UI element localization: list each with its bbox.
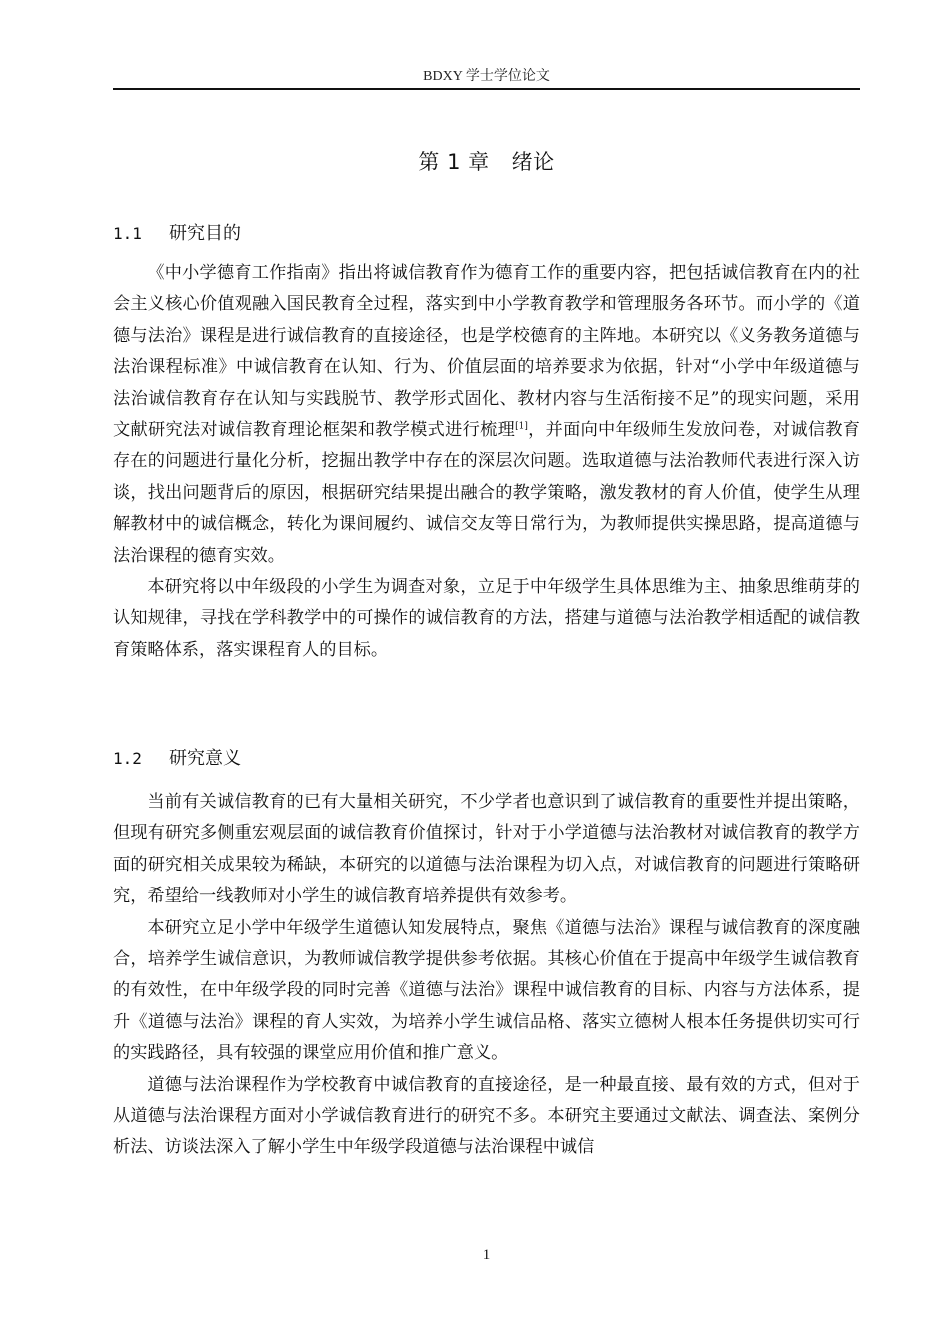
page-number: 1: [482, 1247, 491, 1263]
section-title: 研究意义: [169, 748, 241, 769]
paragraph: 本研究立足小学中年级学生道德认知发展特点，聚焦《道德与法治》课程与诚信教育的深度融合，培养学生诚信意识，为教师诚信教学提供参考依据。其核心价值在于提高中年级学生诚信教育的有效性，在中年级学段的同时完善《道德与法治》课程中诚信教育的目标、内容与方法体系，提升《道德与法治》课程的育人实效，为培养小学生诚信品格、落实立德树人根本任务提供切实可行的实践路径，具有较强的课堂应用价值和推广意义。: [113, 917, 860, 1064]
running-header: BDXY 学士学位论文: [423, 69, 550, 84]
section-body-1-2: [113, 787, 860, 1164]
paragraph: 道德与法治课程作为学校教育中诚信教育的直接途径，是一种最直接、最有效的方式，但对于从道德与法治课程方面对小学诚信教育进行的研究不多。本研究主要通过文献法、调查法、案例分析法、访谈法深入了解小学生中年级学段道德与法治课程中诚信: [113, 1074, 860, 1158]
paragraph-text: 《中小学德育工作指南》指出将诚信教育作为德育工作的重要内容，把包括诚信教育在内的社会主义核心价值观融入国民教育全过程，落实到中小学教育教学和管理服务各环节。而小学的《道德与法治》课程是进行诚信教育的直接途径，也是学校德育的主阵地。本研究以《义务教务道德与法治课程标准》中诚信教育在认知、行为、价值层面的培养要求为依据，针对“小学中年级道德与法治诚信教育存在认知与实践脱节、教学形式固化、教材内容与生活衔接不足”的现实问题，采用文献研究法对诚信教育理论框架和教学模式进行梳理: [113, 263, 860, 441]
chapter-name: 绪论: [511, 150, 555, 174]
section-number: 1.2: [113, 749, 142, 768]
citation-ref: [1]: [515, 421, 528, 432]
section-body-1-1: [113, 258, 860, 666]
paragraph: 本研究将以中年级段的小学生为调查对象，立足于中年级学生具体思维为主、抽象思维萌芽的认知规律，寻找在学科教学中的可操作的诚信教育的方法，搭建与道德与法治教学相适配的诚信教育策略体系，落实课程育人的目标。: [113, 577, 860, 660]
section-heading-1-2: [113, 745, 860, 773]
chapter-number: 第 1 章: [418, 150, 490, 174]
paragraph: [113, 258, 860, 572]
section-number: 1.1: [113, 224, 142, 243]
paragraph: 当前有关诚信教育的已有大量相关研究，不少学者也意识到了诚信教育的重要性并提出策略，但现有研究多侧重宏观层面的诚信教育价值探讨，针对于小学道德与法治教材对诚信教育的教学方面的研究相关成果较为稀缺，本研究的以道德与法治课程为切入点，对诚信教育的问题进行策略研究，希望给一线教师对小学生的诚信教育培养提供有效参考。: [113, 792, 860, 907]
header-rule: [113, 88, 860, 90]
chapter-title: [113, 146, 860, 178]
section-heading-1-1: [113, 220, 860, 248]
paragraph-text: ，并面向中年级师生发放问卷，对诚信教育存在的问题进行量化分析，挖掘出教学中存在的深层次问题。选取道德与法治教师代表进行深入访谈，找出问题背后的原因，根据研究结果提出融合的教学策略，激发教材的育人价值，使学生从理解教材中的诚信概念，转化为课间履约、诚信交友等日常行为，为教师提供实操思路，提高道德与法治课程的德育实效。: [113, 420, 860, 566]
section-title: 研究目的: [169, 223, 241, 244]
